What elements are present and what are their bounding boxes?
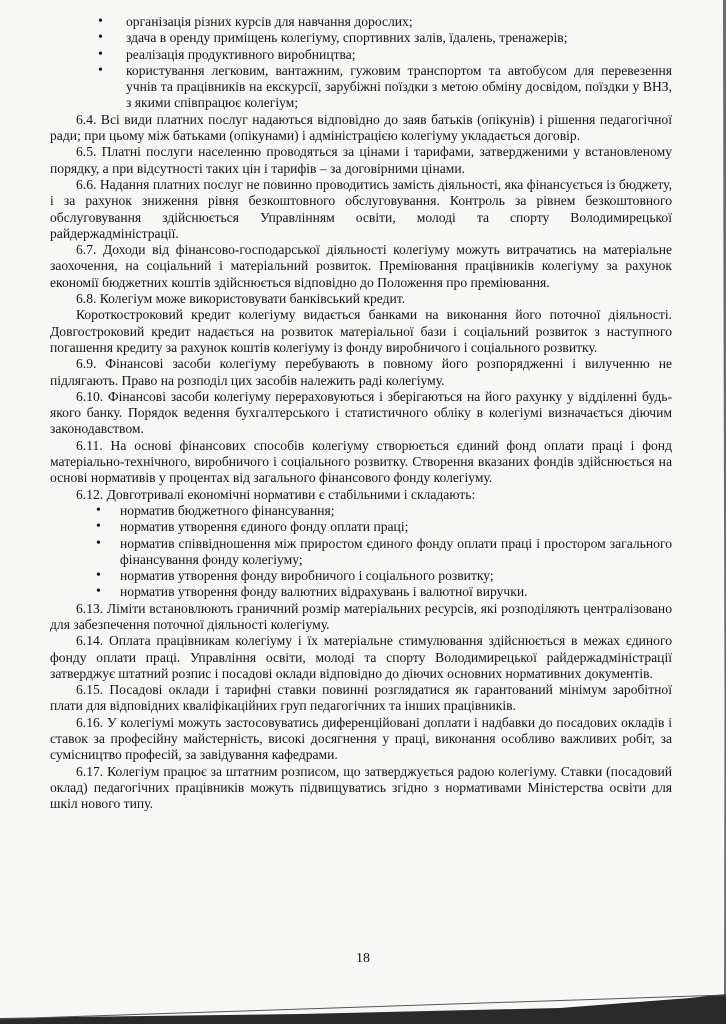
- list-item: • норматив бюджетного фінансування;: [120, 503, 672, 519]
- list-item: • організація різних курсів для навчання дорослих;: [126, 14, 672, 30]
- paragraph-6-11: 6.11. На основі фінансових способів колегіуму створюється єдиний фонд оплати праці і фонд матеріально-технічного, виробничого і соціального розвитку. Створення вказаних фондів здійснюється на основі нормативів у процентах від загального фінансового фонду колегіуму.: [50, 437, 672, 486]
- document-body: [50, 14, 672, 813]
- paragraph-6-15: 6.15. Посадові оклади і тарифні ставки повинні розглядатися як гарантований мінімум заробітної плати для відповідних кваліфікаційних груп педагогічних та інших працівників.: [50, 682, 672, 714]
- paragraph-6-8: 6.8. Колегіум може використовувати банківський кредит.: [76, 291, 406, 307]
- scan-edge-bottom: [0, 988, 726, 1024]
- paragraph-6-9: 6.9. Фінансові засоби колегіуму перебувають в повному його розпорядженні і вилученню не підлягають. Право на розподіл цих засобів належить раді колегіуму.: [50, 356, 672, 388]
- page-number: 18: [356, 951, 370, 966]
- list-item: • норматив співвідношення між приростом єдиного фонду оплати праці і простором загального фінансування фонду колегіуму;: [120, 536, 672, 569]
- paragraph-6-16: 6.16. У колегіумі можуть застосовуватись диференційовані доплати і надбавки до посадових окладів і ставок за професійну майстерність, високі досягнення у праці, виконання особливо важливих робіт, за сумісництво професій, за завідування кафедрами.: [50, 714, 672, 763]
- list-item: • здача в оренду приміщень колегіуму, спортивних залів, їдалень, тренажерів;: [126, 30, 672, 46]
- paragraph-6-17: 6.17. Колегіум працює за штатним розписом, що затверджується радою колегіуму. Ставки (посадовий оклад) педагогічних працівників можуть підвищуватись згідно з нормативами Міністерства освіти для шкіл нового типу.: [50, 763, 672, 812]
- paragraph-6-4: 6.4. Всі види платних послуг надаються відповідно до заяв батьків (опікунів) і рішення педагогічної ради; при цьому між батьками (опікунами) і адміністрацією колегіуму укладається договір.: [50, 111, 672, 144]
- list-item: • норматив утворення фонду виробничого і соціального розвитку;: [120, 568, 672, 584]
- paragraph-6-10: 6.10. Фінансові засоби колегіуму перераховуються і зберігаються на його рахунку у відділенні будь-якого банку. Порядок ведення бухгалтерського і статистичного обліку в колегіумі визначається діючим законодавством.: [50, 388, 672, 437]
- list-item: • норматив утворення єдиного фонду оплати праці;: [120, 519, 672, 535]
- paragraph-6-5: 6.5. Платні послуги населенню проводяться за цінами і тарифами, затвердженими у встановленому порядку, а при відсутності таких цін і тарифів – за договірними цінами.: [50, 144, 672, 176]
- paragraph-6-6: 6.6. Надання платних послуг не повинно проводитись замість діяльності, яка фінансується із бюджету, і за рахунок зниження рівня безкоштовного обслуговування. Контроль за рівнем безкоштовного обслуговування здійснюється Управлінням освіти, молоді та спорту Володимирецької райдержадміністрації.: [50, 176, 672, 241]
- paragraph-6-12: 6.12. Довготривалі економічні нормативи є стабільними і складають:: [76, 486, 476, 502]
- paragraph-6-7: 6.7. Доходи від фінансово-господарської діяльності колегіуму можуть витрачатись на матеріальне заохочення, на соціальний і матеріальний розвиток. Преміювання працівників колегіуму за рахунок економії бюджетних коштів здійснюється відповідно до Положення про преміювання.: [50, 242, 672, 290]
- list-item: • реалізація продуктивного виробництва;: [126, 47, 672, 63]
- services-bullet-list: [50, 14, 672, 112]
- list-item: • норматив утворення фонду валютних відрахувань і валютної виручки.: [120, 584, 672, 600]
- list-item: • користування легковим, вантажним, гужовим транспортом та автобусом для перевезення учнів та працівників на екскурсії, зарубіжні поїздки з метою обміну досвідом, поїздки у ВНЗ, з якими співпрацює колегіум;: [126, 63, 672, 112]
- paragraph-credit: Короткостроковий кредит колегіуму видається банками на виконання його поточної діяльності. Довгостроковий кредит надається на розвиток матеріальної бази і соціальний розвиток з наступного погашення кредиту за рахунок коштів колегіуму із фонду виробничого і соціального розвитку.: [50, 307, 672, 355]
- paragraph-6-13: 6.13. Ліміти встановлюють граничний розмір матеріальних ресурсів, які розподіляють централізовано для забезпечення поточної діяльності колегіуму.: [50, 600, 672, 632]
- paragraph-6-14: 6.14. Оплата працівникам колегіуму і їх матеріальне стимулювання здійснюється в межах єдиного фонду оплати праці. Управління освіти, молоді та спорту Володимирецької райдержадміністрації затверджує штатний розпис і посадові оклади відповідно до діючих основних нормативних документів.: [50, 633, 672, 681]
- norms-bullet-list: [50, 503, 672, 601]
- scan-edge-right: [716, 0, 726, 1024]
